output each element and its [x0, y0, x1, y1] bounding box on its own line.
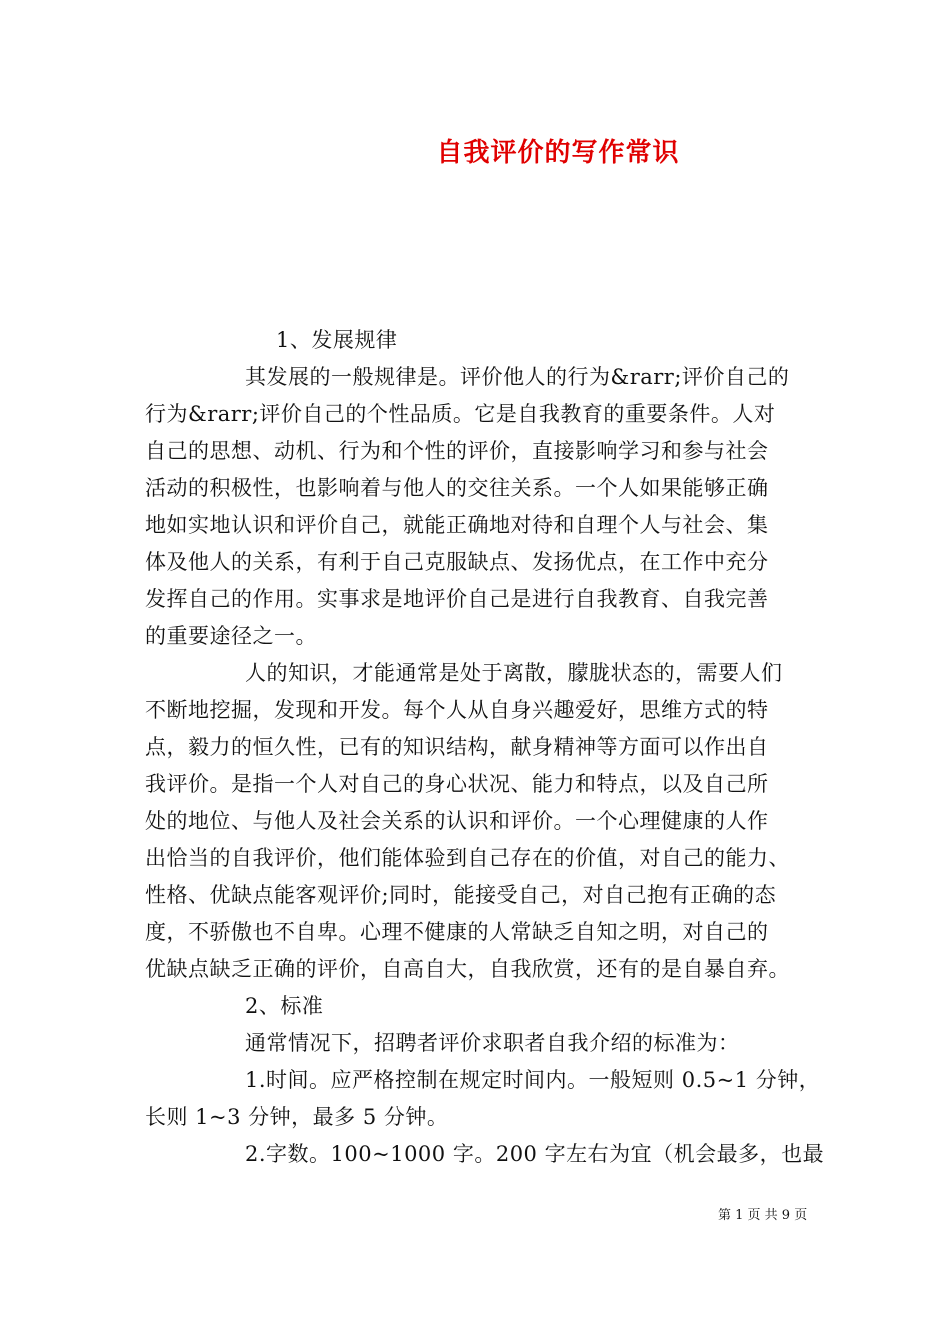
page-number: 第 1 页 共 9 页	[718, 1208, 808, 1223]
section-heading: 1、发展规律	[276, 328, 398, 352]
paragraph-line: 出恰当的自我评价，他们能体验到自己存在的价值，对自己的能力、	[145, 846, 790, 870]
paragraph-line: 长则 1~3 分钟，最多 5 分钟。	[145, 1105, 449, 1129]
section-heading: 2、标准	[245, 994, 324, 1018]
paragraph-line: 活动的积极性，也影响着与他人的交往关系。一个人如果能够正确	[145, 476, 769, 500]
paragraph-line: 优缺点缺乏正确的评价，自高自大，自我欣赏，还有的是自暴自弃。	[145, 957, 790, 981]
paragraph-line: 度，不骄傲也不自卑。心理不健康的人常缺乏自知之明，对自己的	[145, 920, 769, 944]
paragraph-line: 地如实地认识和评价自己，就能正确地对待和自理个人与社会、集	[145, 513, 769, 537]
paragraph-line: 自己的思想、动机、行为和个性的评价，直接影响学习和参与社会	[145, 439, 769, 463]
paragraph-line: 体及他人的关系，有利于自己克服缺点、发扬优点，在工作中充分	[145, 550, 769, 574]
paragraph-line: 点，毅力的恒久性，已有的知识结构，献身精神等方面可以作出自	[145, 735, 769, 759]
paragraph-line: 性格、优缺点能客观评价;同时，能接受自己，对自己抱有正确的态	[145, 883, 777, 907]
paragraph-line: 处的地位、与他人及社会关系的认识和评价。一个心理健康的人作	[145, 809, 769, 833]
paragraph-line: 不断地挖掘，发现和开发。每个人从自身兴趣爱好，思维方式的特	[145, 698, 769, 722]
paragraph-line: 1.时间。应严格控制在规定时间内。一般短则 0.5~1 分钟，	[245, 1068, 821, 1092]
paragraph-line: 通常情况下，招聘者评价求职者自我介绍的标准为：	[245, 1031, 740, 1055]
paragraph-line: 其发展的一般规律是。评价他人的行为&rarr;评价自己的	[245, 365, 790, 389]
paragraph-line: 行为&rarr;评价自己的个性品质。它是自我教育的重要条件。人对	[145, 402, 776, 426]
paragraph-line: 2.字数。100~1000 字。200 字左右为宜（机会最多，也最	[245, 1142, 825, 1166]
paragraph-line: 我评价。是指一个人对自己的身心状况、能力和特点，以及自己所	[145, 772, 769, 796]
paragraph-line: 发挥自己的作用。实事求是地评价自己是进行自我教育、自我完善	[145, 587, 769, 611]
document-title: 自我评价的写作常识	[436, 138, 680, 168]
paragraph-line: 人的知识，才能通常是处于离散，朦胧状态的，需要人们	[245, 661, 783, 685]
paragraph-line: 的重要途径之一。	[145, 624, 317, 648]
